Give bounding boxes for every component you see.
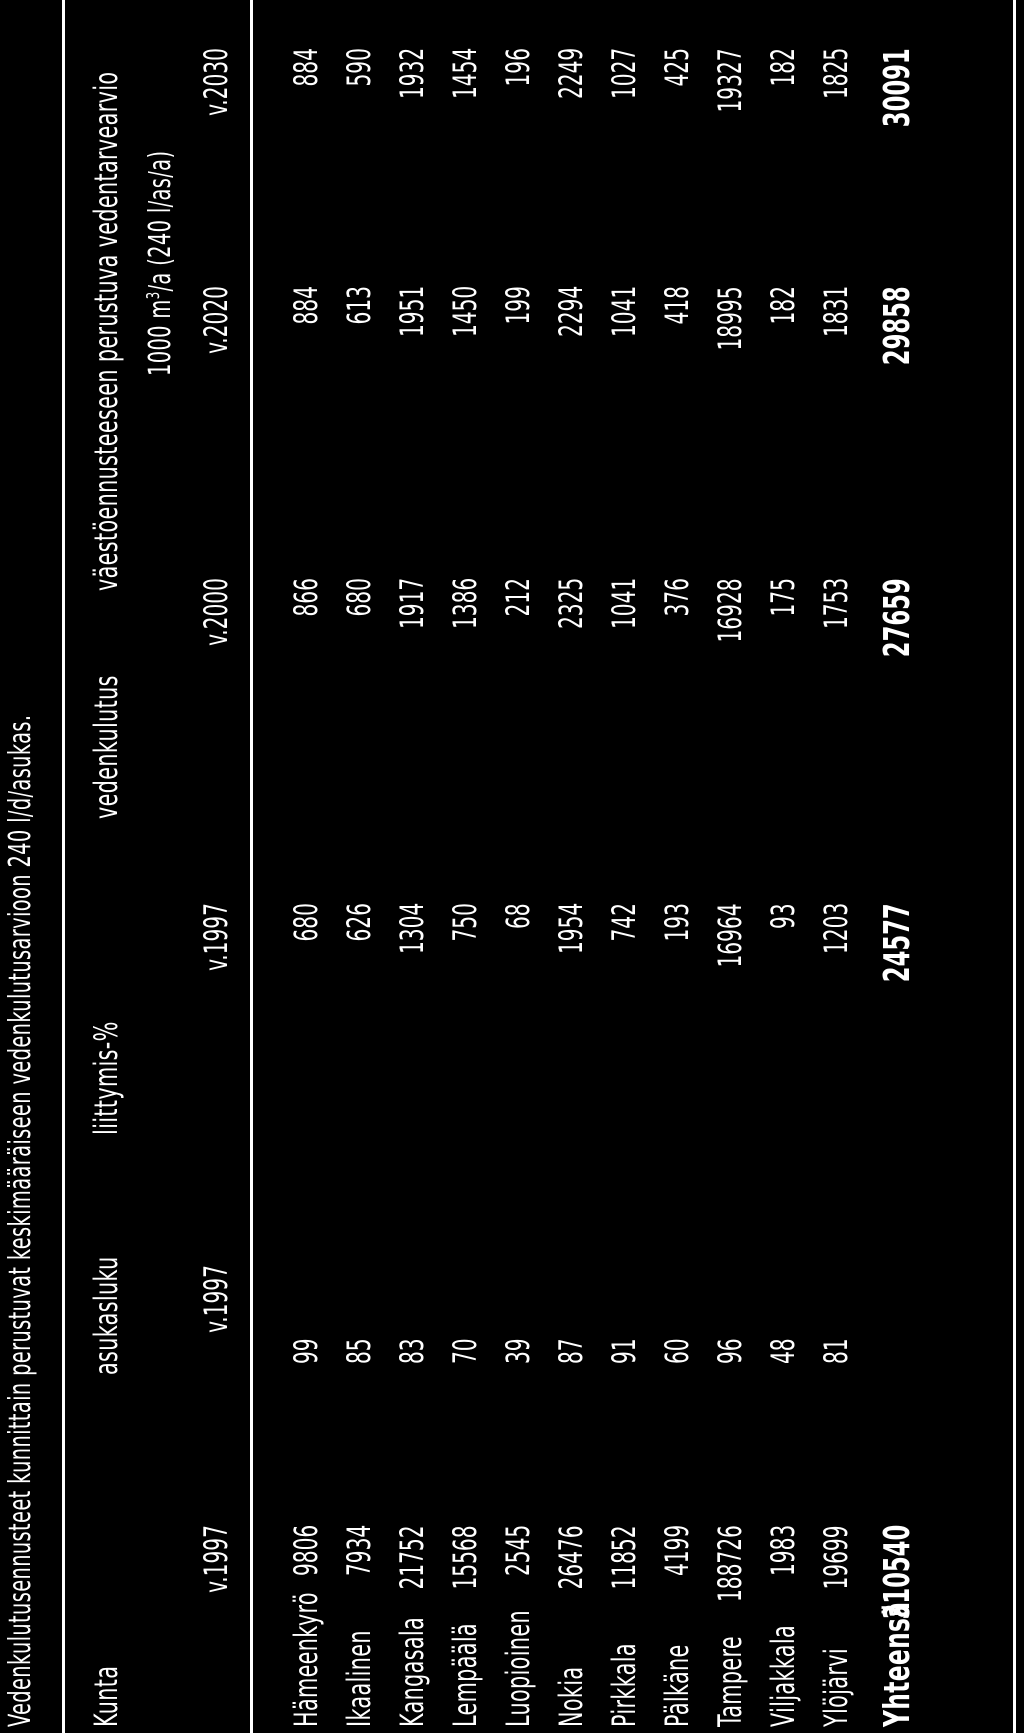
total-row-y2030: 30091 (877, 48, 918, 127)
table-row-y2020: 418 (658, 286, 696, 325)
table-row-y2000: 1753 (817, 578, 855, 630)
table-row-vedenkulutus: 680 (287, 903, 325, 942)
table-row-liittymis: 87 (552, 1338, 590, 1364)
table-row-y2020: 182 (764, 286, 802, 325)
table-row-y2030: 1825 (817, 48, 855, 100)
table-row-vedenkulutus: 68 (499, 903, 537, 929)
header-kunta: Kunta (87, 1665, 125, 1727)
table-row-vedenkulutus: 750 (446, 903, 484, 942)
table-row-y2000: 212 (499, 578, 537, 617)
table-row-y2000: 376 (658, 578, 696, 617)
header-unit (143, 150, 178, 376)
table-row-y2020: 1831 (817, 286, 855, 338)
table-row-vedenkulutus: 626 (340, 903, 378, 942)
table-row-y2020: 884 (287, 286, 325, 325)
table-row-liittymis: 99 (287, 1338, 325, 1364)
table-row-y2030: 590 (340, 48, 378, 87)
table-row-liittymis: 39 (499, 1338, 537, 1364)
table-row-y2030: 1932 (393, 48, 431, 100)
table-row-asukasluku: 1983 (764, 1525, 802, 1577)
unit-sup: 3 (143, 291, 164, 300)
table-row-kunta: Hämeenkyrö (287, 1592, 325, 1727)
table-row-y2020: 1041 (605, 286, 643, 338)
table-row-vedenkulutus: 1203 (817, 903, 855, 955)
table-row-asukasluku: 2545 (499, 1525, 537, 1577)
table-row-vedenkulutus: 742 (605, 903, 643, 942)
total-row-y2020: 29858 (877, 286, 918, 365)
table-row-y2000: 1917 (393, 578, 431, 630)
table-row-kunta: Pirkkala (605, 1643, 643, 1727)
header-vedenkulutus: vedenkulutus (87, 675, 125, 819)
unit-prefix: 1000 m (143, 299, 178, 376)
table-caption: Vedenkulutusennusteet kunnittain perustuvat keskimääräiseen vedenkulutusarvioon 240 l/d/asukas. (3, 714, 38, 1727)
table-row-y2030: 182 (764, 48, 802, 87)
table-row-asukasluku: 21752 (393, 1525, 431, 1590)
table-row-kunta: Nokia (552, 1666, 590, 1727)
table-row-y2000: 2325 (552, 578, 590, 630)
table-row-y2000: 866 (287, 578, 325, 617)
table-row-asukasluku: 26476 (552, 1525, 590, 1590)
table-row-y2020: 613 (340, 286, 378, 325)
table-row-liittymis: 83 (393, 1338, 431, 1364)
header-liittymis: liittymis-% (87, 1021, 125, 1135)
table-row-y2030: 884 (287, 48, 325, 87)
table-row-liittymis: 60 (658, 1338, 696, 1364)
header-arvio: väestöennusteeseen perustuva vedentarvearvio (87, 71, 125, 591)
total-row-vedenkulutus: 24577 (877, 903, 918, 982)
table-row-y2030: 196 (499, 48, 537, 87)
header-asukasluku: asukasluku (87, 1256, 125, 1375)
table-row-asukasluku: 11852 (605, 1525, 643, 1590)
table-row-y2020: 1450 (446, 286, 484, 338)
table-row-kunta: Tampere (711, 1636, 749, 1727)
subheader-liittymis: v.1997 (197, 1265, 235, 1333)
table-row-kunta: Lempäälä (446, 1623, 484, 1727)
table-row-vedenkulutus: 1304 (393, 903, 431, 955)
total-row-asukasluku: 310540 (877, 1525, 918, 1620)
subheader-2000: v.2000 (197, 578, 235, 646)
table-row-y2030: 1027 (605, 48, 643, 100)
top-rule (62, 0, 65, 1733)
table-row-vedenkulutus: 1954 (552, 903, 590, 955)
table-row-y2000: 1386 (446, 578, 484, 630)
table-row-asukasluku: 19699 (817, 1525, 855, 1590)
table-row-asukasluku: 15568 (446, 1525, 484, 1590)
table-row-y2020: 18995 (711, 286, 749, 351)
table-row-asukasluku: 9806 (287, 1525, 325, 1577)
table-row-liittymis: 81 (817, 1338, 855, 1364)
table-row-vedenkulutus: 93 (764, 903, 802, 929)
total-row-y2000: 27659 (877, 578, 918, 657)
subheader-vedenkulutus: v.1997 (197, 903, 235, 971)
table-row-liittymis: 85 (340, 1338, 378, 1364)
table-row-asukasluku: 7934 (340, 1525, 378, 1577)
table-row-kunta: Ylöjärvi (817, 1648, 855, 1727)
table-row-kunta: Luopioinen (499, 1610, 537, 1727)
subheader-2020: v.2020 (197, 286, 235, 354)
table-row-liittymis: 91 (605, 1338, 643, 1364)
table-row-y2000: 680 (340, 578, 378, 617)
bottom-rule (1013, 0, 1016, 1733)
subheader-asukasluku: v.1997 (197, 1525, 235, 1593)
table-row-asukasluku: 188726 (711, 1525, 749, 1602)
table-row-y2000: 1041 (605, 578, 643, 630)
table-row-kunta: Pälkäne (658, 1644, 696, 1727)
table-row-y2020: 2294 (552, 286, 590, 338)
table-row-y2000: 16928 (711, 578, 749, 643)
table-row-liittymis: 96 (711, 1338, 749, 1364)
table-row-y2030: 1454 (446, 48, 484, 100)
table-row-y2030: 425 (658, 48, 696, 87)
table-row-vedenkulutus: 193 (658, 903, 696, 942)
total-row-kunta: Yhteensä (877, 1601, 918, 1727)
table-row-y2030: 19327 (711, 48, 749, 113)
header-rule (250, 0, 253, 1733)
table-row-y2020: 199 (499, 286, 537, 325)
table-row-y2000: 175 (764, 578, 802, 617)
unit-suffix: /a (240 l/as/a) (143, 150, 178, 292)
table-row-kunta: Ikaalinen (340, 1630, 378, 1727)
table-row-liittymis: 48 (764, 1338, 802, 1364)
table-row-y2020: 1951 (393, 286, 431, 338)
table-row-liittymis: 70 (446, 1338, 484, 1364)
table-row-asukasluku: 4199 (658, 1525, 696, 1577)
table-row-kunta: Kangasala (393, 1616, 431, 1727)
table-row-kunta: Viljakkala (764, 1624, 802, 1727)
subheader-2030: v.2030 (197, 48, 235, 116)
table-row-vedenkulutus: 16964 (711, 903, 749, 968)
table-row-y2030: 2249 (552, 48, 590, 100)
